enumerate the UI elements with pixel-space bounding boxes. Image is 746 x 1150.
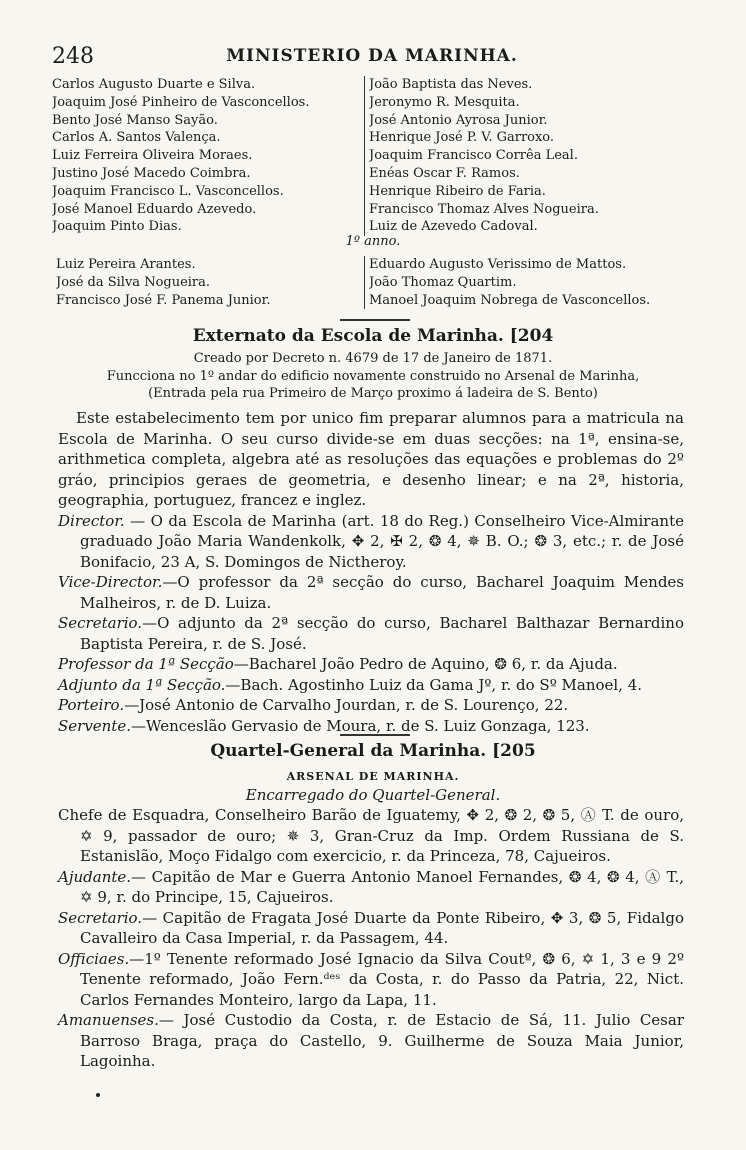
- list-item: Jeronymo R. Mesquita.: [369, 94, 520, 110]
- page-header: [52, 44, 692, 70]
- entry-label: Porteiro.: [58, 696, 125, 714]
- entry-label: Director.: [58, 511, 125, 530]
- graduates-right-column: [364, 76, 697, 236]
- entry-text: — José Custodio da Costa, r. de Estacio de Sá, 11. Julio Cesar Barroso Braga, praça do Castello, 9. Guilherme de Souza Maia Junior, Lagoinha.: [80, 1011, 684, 1070]
- list-item: Eduardo Augusto Verissimo de Mattos.: [369, 257, 627, 272]
- list-item: Luiz de Azevedo Cadoval.: [369, 219, 538, 235]
- list-item: Francisco José F. Panema Junior.: [56, 292, 271, 308]
- entry-text: — Capitão de Mar e Guerra Antonio Manoel Fernandes, ❂ 4, ❂ 4, Ⓐ T., ✡ 9, r. do Principe, 15, Cajueiros.: [80, 867, 684, 906]
- entry-label: Secretario.: [58, 908, 143, 927]
- list-item: João Thomaz Quartim.: [369, 274, 517, 290]
- list-item: José Manoel Eduardo Azevedo.: [52, 201, 257, 217]
- entry-label: Professor da 1ª Secção: [58, 655, 234, 673]
- list-item: Justino José Macedo Coimbra.: [52, 165, 251, 181]
- externato-entrance: (Entrada pela rua Primeiro de Março proximo á ladeira de S. Bento): [148, 386, 598, 401]
- entry-text: —1º Tenente reformado José Ignacio da Silva Coutº, ❂ 6, ✡ 1, 3 e 9 2º Tenente reformado, João Fern.ᵈᵉˢ da Costa, r. do Passo da Patria, 22, Nict. Carlos Fernandes Monteiro, largo da Lapa, 11.: [80, 949, 684, 1009]
- entry-text: —O professor da 2ª secção do curso, Bacharel Joaquim Mendes Malheiros, r. de D. Luiza.: [80, 573, 684, 612]
- ink-speck: [96, 1093, 100, 1097]
- running-head: MINISTERIO DA MARINHA.: [226, 46, 518, 66]
- list-item: Luiz Ferreira Oliveira Moraes.: [52, 148, 253, 164]
- quartel-section-title: Quartel-General da Marinha. [205: [210, 741, 536, 761]
- first-year-right-column: [364, 256, 697, 309]
- staff-entry-servente: [58, 716, 684, 737]
- externato-description: Este estabelecimento tem por unico fim preparar alumnos para a matricula na Escola de Marinha. O seu curso divide-se em duas secções: na 1ª, ensina-se, arithmetica completa, algebra até as resoluções das equações e problemas do 2º gráo, principios geraes de geometria, e desenho linear; e na 2ª, historia, geographia, portuguez, francez e inglez.: [58, 409, 684, 509]
- staff-entry-secretario: [58, 908, 684, 949]
- staff-entry-amanuenses: [58, 1010, 684, 1072]
- entry-text: —Bacharel João Pedro de Aquino, ❂ 6, r. da Ajuda.: [233, 655, 618, 673]
- list-item: Manoel Joaquim Nobrega de Vasconcellos.: [369, 292, 651, 308]
- quartel-body: [58, 805, 684, 1072]
- entry-text: —Bach. Agostinho Luiz da Gama Jº, r. do Sº Manoel, 4.: [225, 675, 643, 694]
- list-item: Carlos A. Santos Valença.: [52, 130, 221, 146]
- entry-text: — Capitão de Fragata José Duarte da Ponte Ribeiro, ✥ 3, ❂ 5, Fidalgo Cavalleiro da Casa Imperial, r. da Passagem, 44.: [80, 908, 684, 947]
- list-item: José Antonio Ayrosa Junior.: [369, 112, 548, 128]
- entry-label: Amanuenses.: [58, 1011, 159, 1029]
- staff-entry-porteiro: [58, 695, 684, 716]
- staff-entry-adjunto: [58, 675, 684, 696]
- list-item: Joaquim José Pinheiro de Vasconcellos.: [52, 94, 310, 110]
- list-item: Francisco Thomaz Alves Nogueira.: [369, 201, 599, 217]
- entry-text: —O adjunto da 2ª secção do curso, Bacharel Balthazar Bernardino Baptista Pereira, r. de S. José.: [80, 614, 684, 653]
- list-item: João Baptista das Neves.: [369, 77, 533, 92]
- list-item: Joaquim Francisco Corrêa Leal.: [369, 148, 578, 164]
- first-year-left-column: [56, 256, 361, 309]
- list-item: Luiz Pereira Arantes.: [56, 257, 196, 272]
- entry-label: Adjunto da 1ª Secção.: [58, 675, 226, 694]
- page-number: 248: [52, 44, 94, 69]
- first-year-label: 1º anno.: [345, 234, 401, 249]
- externato-decree: Creado por Decreto n. 4679 de 17 de Janeiro de 1871.: [193, 351, 553, 366]
- graduates-left-column: [52, 76, 357, 236]
- list-item: Henrique Ribeiro de Faria.: [369, 183, 546, 199]
- entry-label: Servente.: [58, 716, 132, 735]
- quartel-subtitle: ARSENAL DE MARINHA.: [286, 770, 460, 783]
- entry-label: Officiaes.: [58, 949, 130, 968]
- list-item: José da Silva Nogueira.: [56, 274, 211, 290]
- staff-entry-secretary: [58, 613, 684, 654]
- list-item: Joaquim Francisco L. Vasconcellos.: [52, 183, 284, 199]
- list-item: Carlos Augusto Duarte e Silva.: [52, 77, 256, 92]
- section-divider: [340, 319, 410, 321]
- externato-body: [58, 408, 684, 736]
- list-item: Enéas Oscar F. Ramos.: [369, 165, 520, 181]
- externato-location: Funcciona no 1º andar do edificio novamente construido no Arsenal de Marinha,: [106, 369, 640, 384]
- first-year-list: [52, 256, 692, 312]
- section-divider: [340, 734, 410, 736]
- graduates-list: [52, 76, 692, 236]
- staff-entry-professor: [58, 654, 684, 675]
- staff-entry-ajudante: [58, 867, 684, 908]
- list-item: Henrique José P. V. Garroxo.: [369, 130, 555, 146]
- entry-text: — O da Escola de Marinha (art. 18 do Reg.) Conselheiro Vice-Almirante graduado João Maria Wandenkolk, ✥ 2, ✠ 2, ❂ 4, ✵ B. O.; ❂ 3, etc.; r. de José Bonifacio, 23 A, S. Domingos de Nictheroy.: [80, 511, 684, 571]
- list-item: Joaquim Pinto Dias.: [52, 219, 182, 235]
- entry-text: —Wenceslão Gervasio de Moura, r. de S. Luiz Gonzaga, 123.: [131, 716, 590, 735]
- staff-entry-director: [58, 511, 684, 573]
- staff-entry-officiaes: [58, 949, 684, 1011]
- list-item: Bento José Manso Sayão.: [52, 112, 218, 128]
- quartel-encarregado-heading: Encarregado do Quartel-General.: [245, 786, 501, 804]
- externato-section-title: Externato da Escola de Marinha. [204: [192, 326, 554, 346]
- entry-label: Vice-Director.: [58, 573, 163, 591]
- entry-label: Ajudante.: [58, 867, 132, 886]
- staff-entry-vice-director: [58, 572, 684, 613]
- entry-text: —José Antonio de Carvalho Jourdan, r. de S. Lourenço, 22.: [124, 696, 569, 714]
- entry-label: Secretario.: [58, 614, 143, 632]
- quartel-chefe-entry: Chefe de Esquadra, Conselheiro Barão de Iguatemy, ✥ 2, ❂ 2, ❂ 5, Ⓐ T. de ouro, ✡ 9, passador de ouro; ✵ 3, Gran-Cruz da Imp. Ordem Russiana de S. Estanislão, Moço Fidalgo com exercicio, r. da Princeza, 78, Cajueiros.: [58, 806, 684, 865]
